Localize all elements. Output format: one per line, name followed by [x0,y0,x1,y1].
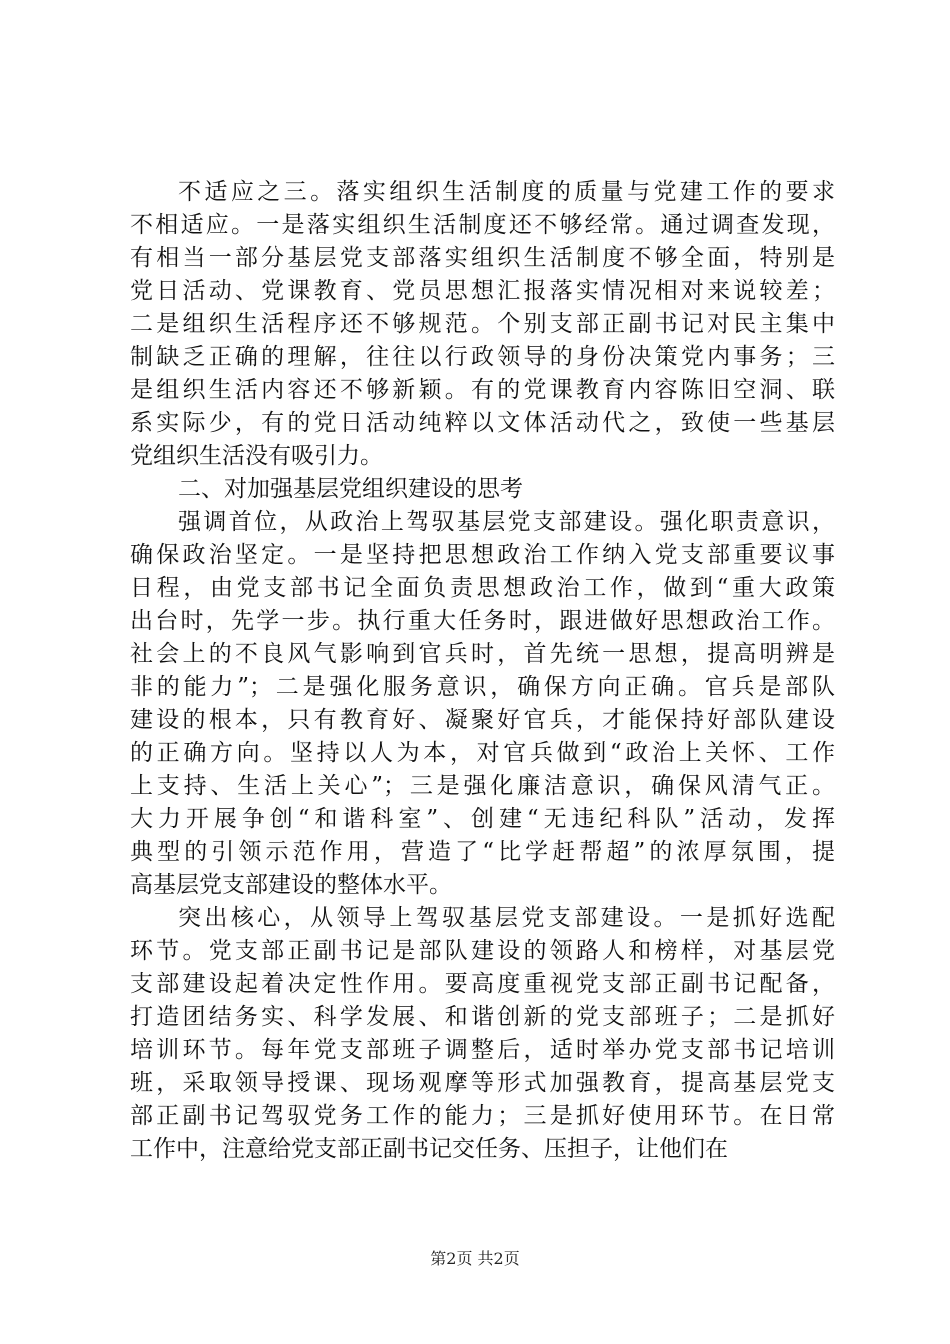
document-body [130,176,835,1166]
text-line: 日程，由党支部书记全面负责思想政治工作，做到“重大政策 [130,575,835,601]
text-line: 是组织生活内容还不够新颖。有的党课教育内容陈旧空洞、联 [130,377,835,403]
text-line: 社会上的不良风气影响到官兵时，首先统一思想，提高明辨是 [130,641,835,667]
text-line: 环节。党支部正副书记是部队建设的领路人和榜样，对基层党 [130,938,835,964]
paragraph [130,176,835,473]
heading-line: 二、对加强基层党组织建设的思考 [178,476,523,502]
text-line: 培训环节。每年党支部班子调整后，适时举办党支部书记培训 [130,1037,835,1063]
text-line: 出台时，先学一步。执行重大任务时，跟进做好思想政治工作。 [130,608,835,634]
text-line: 大力开展争创“和谐科室”、创建“无违纪科队”活动，发挥 [130,806,835,832]
text-line: 典型的引领示范作用，营造了“比学赶帮超”的浓厚氛围，提 [130,839,835,865]
text-line: 确保政治坚定。一是坚持把思想政治工作纳入党支部重要议事 [130,542,835,568]
text-line: 强调首位，从政治上驾驭基层党支部建设。强化职责意识， [178,509,835,535]
text-line: 上支持、生活上关心”；三是强化廉洁意识，确保风清气正。 [130,773,835,799]
text-line: 支部建设起着决定性作用。要高度重视党支部正副书记配备， [130,971,835,997]
paragraph [130,506,835,902]
text-line: 高基层党支部建设的整体水平。 [130,872,452,898]
text-line: 不相适应。一是落实组织生活制度还不够经常。通过调查发现， [130,212,835,238]
section-heading [130,473,835,506]
text-line: 建设的根本，只有教育好、凝聚好官兵，才能保持好部队建设 [130,707,835,733]
text-line: 有相当一部分基层党支部落实组织生活制度不够全面，特别是 [130,245,835,271]
text-line: 工作中，注意给党支部正副书记交任务、压担子，让他们在 [130,1136,728,1162]
text-line: 系实际少，有的党日活动纯粹以文体活动代之，致使一些基层 [130,410,835,436]
text-line: 部正副书记驾驭党务工作的能力；三是抓好使用环节。在日常 [130,1103,835,1129]
text-line: 党组织生活没有吸引力。 [130,443,383,469]
text-line: 打造团结务实、科学发展、和谐创新的党支部班子；二是抓好 [130,1004,835,1030]
text-line: 二是组织生活程序还不够规范。个别支部正副书记对民主集中 [130,311,835,337]
paragraph [130,902,835,1166]
page-footer: 第2页 共2页 [430,1249,520,1268]
text-line: 党日活动、党课教育、党员思想汇报落实情况相对来说较差； [130,278,835,304]
text-line: 不适应之三。落实组织生活制度的质量与党建工作的要求 [178,179,835,205]
text-line: 的正确方向。坚持以人为本，对官兵做到“政治上关怀、工作 [130,740,835,766]
text-line: 制缺乏正确的理解，往往以行政领导的身份决策党内事务；三 [130,344,835,370]
text-line: 班，采取领导授课、现场观摩等形式加强教育，提高基层党支 [130,1070,835,1096]
text-line: 突出核心，从领导上驾驭基层党支部建设。一是抓好选配 [178,905,835,931]
text-line: 非的能力”；二是强化服务意识，确保方向正确。官兵是部队 [130,674,835,700]
